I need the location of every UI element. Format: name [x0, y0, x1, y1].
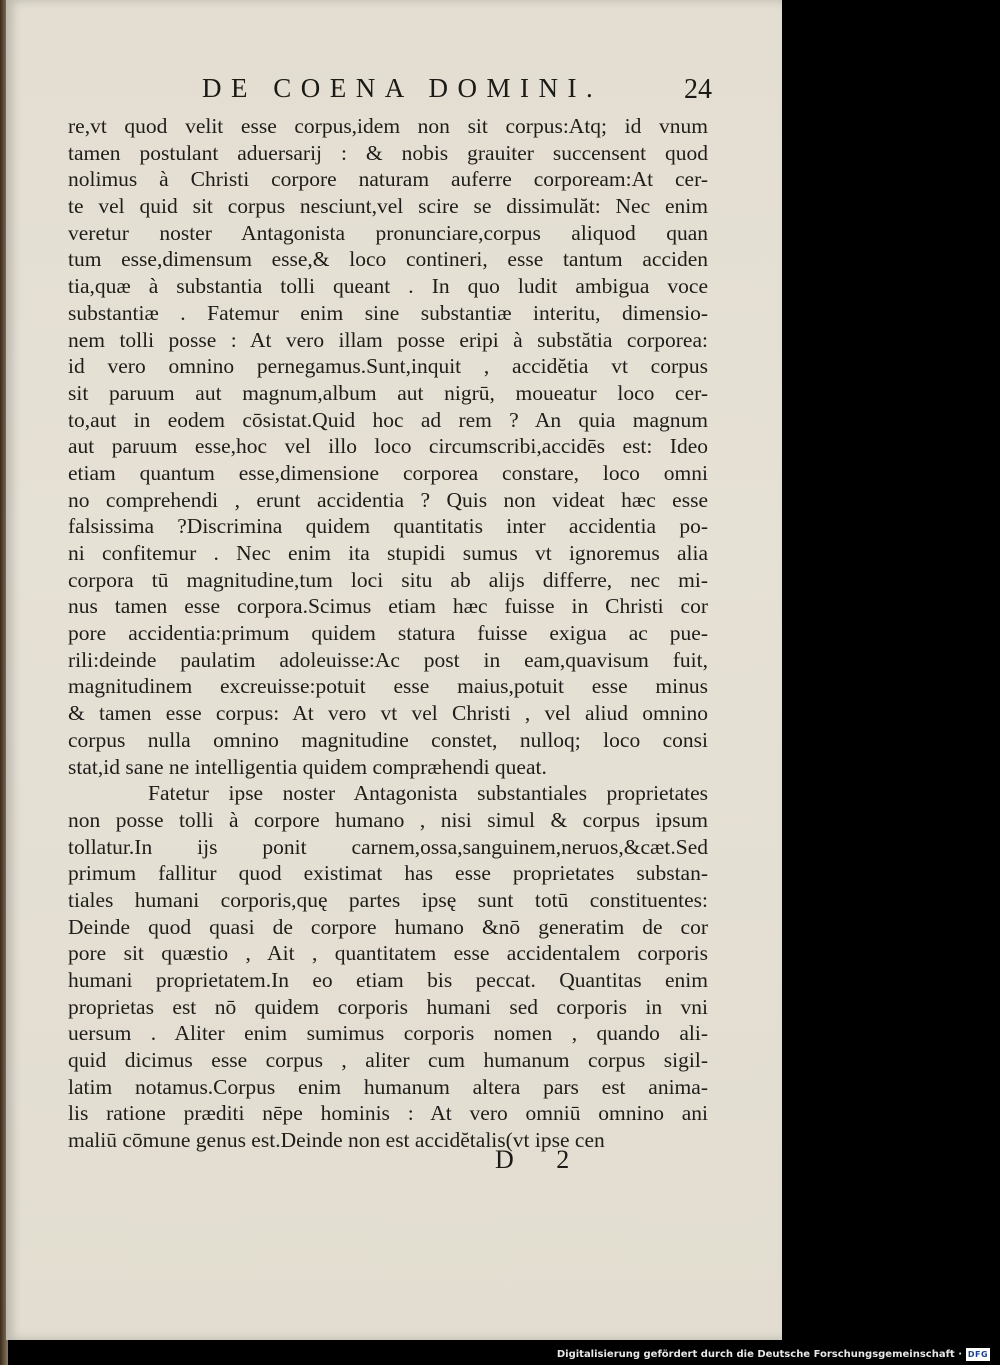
text-line: ni confitemur . Nec enim ita stupidi sumus vt ignoremus alia: [68, 541, 708, 565]
text-line: tamen postulant aduersarij : & nobis grauiter succensent quod: [68, 140, 708, 165]
paragraph-1: [68, 113, 708, 780]
text-line: stat,id sane ne intelligentia quidem compræhendi queat.: [68, 754, 547, 779]
text-line: nolimus à Christi corpore naturam auferre corpoream:At cer-: [68, 167, 708, 192]
text-line: uersum . Aliter enim sumimus corporis nomen , quando ali-: [68, 1021, 708, 1046]
text-line: te vel quid sit corpus nesciunt,vel scire se dissimulăt: Nec enim: [68, 194, 708, 219]
text-line: corpus nulla omnino magnitudine constet, nulloq; loco consi: [68, 727, 708, 752]
text-line: tia,quæ à substantia tolli queant . In quo ludit ambigua voce: [68, 274, 708, 299]
page-number: 24: [684, 74, 712, 105]
book-page: [6, 0, 782, 1340]
text-line: non posse tolli à corpore humano , nisi simul & corpus ipsum: [68, 807, 708, 832]
paragraph-2: [68, 780, 708, 1154]
text-line: tollatur.In ijs ponit carnem,ossa,sanguinem,neruos,&cæt.Sed: [68, 834, 708, 859]
text-line: humani proprietatem.In eo etiam bis peccat. Quantitas enim: [68, 968, 708, 992]
text-line: pore sit quæstio , Ait , quantitatem esse accidentalem corporis: [68, 941, 708, 966]
text-line: Deinde quod quasi de corpore humano &nō generatim de cor: [68, 914, 708, 939]
text-line: tum esse,dimensum esse,& loco contineri, esse tantum acciden: [68, 247, 708, 272]
text-line: falsissima ?Discrimina quidem quantitatis inter accidentia po-: [68, 514, 708, 539]
text-line: lis ratione præditi nēpe hominis : At vero omniū omnino ani: [68, 1101, 708, 1126]
text-line: & tamen esse corpus: At vero vt vel Christi , vel aliud omnino: [68, 701, 708, 726]
text-line: corpora tū magnitudine,tum loci situ ab alijs differre, nec mi-: [68, 567, 708, 592]
text-line: to,aut in eodem cōsistat.Quid hoc ad rem ? An quia magnum: [68, 407, 708, 432]
text-line: Fatetur ipse noster Antagonista substantiales proprietates: [148, 781, 708, 806]
signature-mark: D 2: [495, 1145, 570, 1174]
text-line: nus tamen esse corpora.Scimus etiam hæc fuisse in Christi cor: [68, 594, 708, 619]
text-line: maliū cōmune genus est.Deinde non est accidĕtalis(vt ipse cen: [68, 1128, 605, 1153]
text-line: sit paruum aut magnum,album aut nigrū, moueatur loco cer-: [68, 380, 708, 405]
funding-credit: Digitalisierung gefördert durch die Deutsche Forschungsgemeinschaft ·: [556, 1349, 962, 1360]
text-line: etiam quantum esse,dimensione corporea constare, loco omni: [68, 460, 708, 485]
text-line: tiales humani corporis,quę partes ipsę sunt totū constituentes:: [68, 887, 708, 912]
text-line: quid dicimus esse corpus , aliter cum humanum corpus sigil-: [68, 1048, 708, 1073]
text-line: substantiæ . Fatemur enim sine substantiæ interitu, dimensio-: [68, 300, 708, 325]
text-line: magnitudinem excreuisse:potuit esse maius,potuit esse minus: [68, 674, 708, 699]
body-text: [68, 113, 708, 1154]
text-line: id vero omnino pernegamus.Sunt,inquit , accidĕtia vt corpus: [68, 354, 708, 379]
text-line: pore accidentia:primum quidem statura fuisse exigua ac pue-: [68, 621, 708, 646]
text-line: no comprehendi , erunt accidentia ? Quis non videat hæc esse: [68, 487, 708, 512]
text-line: primum fallitur quod existimat has esse proprietates substan-: [68, 861, 708, 886]
text-line: aut paruum esse,hoc vel illo loco circumscribi,accidēs est: Ideo: [68, 434, 708, 459]
text-line: nem tolli posse : At vero illam posse eripi à substătia corporea:: [68, 327, 708, 352]
running-head: DE COENA DOMINI.: [202, 73, 603, 103]
dfg-logo: DFG: [967, 1350, 989, 1359]
text-line: re,vt quod velit esse corpus,idem non sit corpus:Atq; id vnum: [68, 114, 708, 138]
text-line: rili:deinde paulatim adoleuisse:Ac post in eam,quavisum fuit,: [68, 647, 708, 672]
text-line: proprietas est nō quidem corporis humani sed corporis in vni: [68, 994, 708, 1019]
text-line: veretur noster Antagonista pronunciare,corpus aliquod quan: [68, 220, 708, 245]
text-line: latim notamus.Corpus enim humanum altera pars est anima-: [68, 1074, 708, 1099]
